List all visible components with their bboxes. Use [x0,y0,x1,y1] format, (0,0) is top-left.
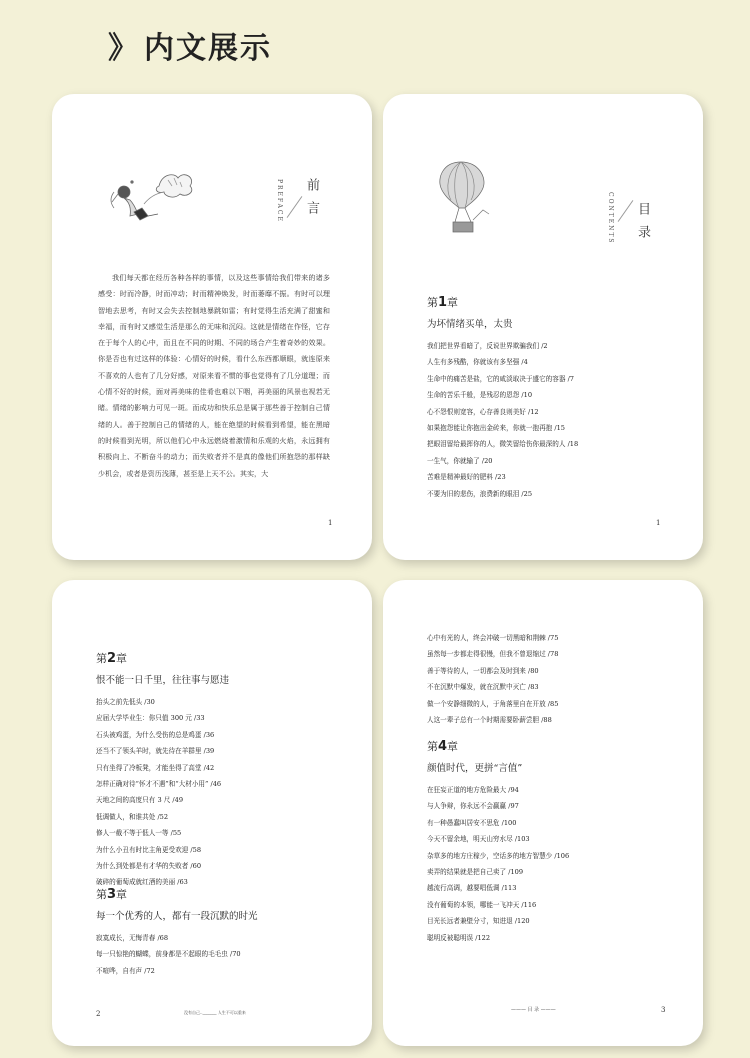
toc-entry[interactable]: 善于等待的人，一切都会及时到来 /80 [427,666,539,675]
chapter-3-continued-list [427,630,558,728]
girl-with-kite-illustration-icon [104,164,194,234]
page-number: 1 [328,519,333,527]
preface-page [52,94,372,560]
footer-rule-right: ——— [540,1007,556,1013]
toc-entry[interactable]: 生命的苦乐千般，是残忍的恩怨 /10 [427,391,533,400]
page-number: 1 [656,519,661,527]
toc-entry[interactable]: 越流行高调，越要唱低调 /113 [427,884,517,893]
section-title: 内文展示 [144,31,272,66]
chapter-subtitle: 恨不能一日千里，往往事与愿违 [96,675,230,686]
toc-entry[interactable]: 应届大学毕业生：你只值 300 元 /33 [96,714,205,723]
toc-entry[interactable]: 为什么到处都是有才华的失败者 /60 [96,862,202,871]
contents-page [383,94,703,560]
chapter-suffix: 章 [116,652,128,665]
toc-entry[interactable]: 破碎的葡萄成就红酒的美丽 /63 [96,878,188,887]
chapter-prefix: 第 [427,296,438,309]
chapter-number: 1 [438,295,448,310]
chapter-subtitle: 每一个优秀的人，都有一段沉默的时光 [96,911,258,922]
toc-entry[interactable]: 有一种愚蠢叫居安不思危 /100 [427,818,517,827]
toc-entry[interactable]: 怎样正确对待“怀才不遇”和“大材小用” /46 [96,780,222,789]
toc-entry[interactable]: 人这一辈子总有一个时期需要卧薪尝胆 /88 [427,716,552,725]
chapter-list [427,782,569,946]
chapter-3 [96,886,258,979]
chapter-prefix: 第 [96,888,107,901]
hot-air-balloon-illustration-icon [433,160,503,240]
title-divider [618,200,634,222]
toc-entry[interactable]: 不要为旧的悲伤，浪费新的眼泪 /25 [427,489,533,498]
chapter-subtitle: 为坏情绪买单，太贵 [427,319,513,330]
chapter-prefix: 第 [96,652,107,665]
toc-entry[interactable]: 还当不了领头羊时，就先待在羊群里 /39 [96,747,215,756]
toc-entry[interactable]: 天地之间的高度只有 3 尺 /49 [96,796,184,805]
toc-entry[interactable]: 苦难是精神最好的肥料 /23 [427,473,506,482]
chapter-suffix: 章 [116,888,128,901]
toc-entry[interactable]: 如果抱怨能让你抱出金砖来，你就一抱再抱 /15 [427,424,565,433]
running-footer: 没有自己.._______ 人生不可以重来 [184,1010,246,1015]
chapter-heading [96,650,229,666]
toc-entry[interactable]: 没有葡萄的本领，哪能一飞冲天 /116 [427,900,537,909]
chapter-prefix: 第 [427,740,438,753]
toc-entry[interactable]: 石头被鸡蛋，为什么受伤的总是鸡蛋 /36 [96,730,215,739]
double-chevron-icon: 》 [108,31,138,66]
chapter-list [96,694,229,891]
toc-entry[interactable]: 杂草多的地方庄稼少，空话多的地方智慧少 /106 [427,851,570,860]
contents-page-2 [52,580,372,1046]
toc-entry[interactable]: 我们把世界看暗了，反说世界欺骗我们 /2 [427,342,548,350]
toc-entry[interactable]: 低调做人，和谁共处 /52 [96,812,169,821]
toc-entry[interactable]: 把眼泪留给最挥你的人，微笑留给伤你最深的人 /18 [427,440,579,449]
chapter-list [96,930,258,979]
toc-entry[interactable]: 心中有光的人，终会冲破一切黑暗和荆棘 /75 [427,634,559,642]
toc-entry[interactable]: 今天不留余地，明天山穷水尽 /103 [427,835,530,844]
chapter-list [427,338,578,502]
toc-entry[interactable]: 为什么小丑有时比主角更受欢迎 /58 [96,845,202,854]
chapter-suffix: 章 [447,296,459,309]
chapter-heading [96,886,258,902]
chapter-1 [427,294,578,502]
chapter-subtitle: 颜值时代，更拼“言值” [427,763,523,774]
preface-title: 前言 [304,178,319,224]
contents-title: 目录 [635,202,650,248]
toc-entry[interactable]: 一生气，你就输了 /20 [427,456,493,465]
toc-entry[interactable]: 在狂妄正道的地方危险最大 /94 [427,786,519,794]
title-divider [287,196,303,218]
section-header [108,20,272,70]
toc-entry[interactable]: 目光长远者兼壁分寸，知进退 /120 [427,917,530,926]
footer-rule-left: ——— [511,1007,526,1013]
chapter-4 [427,738,569,946]
chapter-heading [427,738,569,754]
toc-entry[interactable]: 每一只惊艳的蝴蝶，前身都是不起眼的毛毛虫 /70 [96,950,241,959]
chapter-number: 4 [438,739,448,754]
chapter-number: 3 [107,887,117,902]
footer-label: 目 录 [527,1007,540,1013]
toc-entry[interactable]: 不在沉默中爆发，就在沉默中灭亡 /83 [427,683,539,692]
preface-paragraph: 我们每天都在经历各种各样的事情，以及这些事情给我们带来的诸多感受：时而冷静，时而冲动；时而精神焕发，时而萎靡不振。有时可以理智地去思考，有时又会失去控制地暴跳如雷；有时觉得生活充满了甜蜜和幸福，而有时又感觉生活是那么的无味和沉闷。这就是情绪在作怪，它存在于每个人的心中，而且在不同的时期、不同的场合产生着奇妙的效果。你是否也有过这样的体验：心情好的时候，看什么东西都顺眼，就连原来不喜欢的人也有了几分好感，对原来看不惯的事也觉得有了几分道理；而心情不好的时候，面对再美味的佳肴也难以下咽，再美丽的风景也视若无睹。情绪的影响力可见一斑。而成功和快乐总是属于那些善于控制自己情绪的人。善于控制自己的情绪的人，能在绝望的时候看到希望，能在黑暗的时候看到光明，所以他们心中永远燃烧着激情和乐观的火焰，永远拥有积极向上、不断奋斗的动力；而失败者并不是真的像他们所抱怨的那样缺少机会，或者是资历浅薄，甚至是上天不公。其实，大 [98,273,330,478]
toc-entry[interactable]: 聪明反被聪明误 /122 [427,933,491,942]
chapter-2 [96,650,229,891]
toc-entry[interactable]: 不喧哗，自有声 /72 [96,966,155,975]
toc-entry[interactable]: 虽然每一步都走得很慢，但我不曾退缩过 /78 [427,650,559,659]
toc-entry[interactable]: 生命中的痛苦是盐，它的咸淡取决于盛它的容器 /7 [427,374,574,383]
page-number: 2 [96,1010,101,1018]
toc-entry[interactable]: 抬头之前先低头 /30 [96,698,155,706]
toc-entry[interactable]: 修人一截不等于低人一等 /55 [96,829,182,838]
toc-entry[interactable]: 做一个安静细微的人，于角落里自在开放 /85 [427,699,559,708]
toc-entry[interactable]: 人生有多残酷，你就该有多坚强 /4 [427,358,528,367]
contents-english-label: CONTENTS [607,192,614,245]
chapter-heading [427,294,578,310]
running-footer [511,1006,556,1013]
chapter-number: 2 [107,651,117,666]
toc-entry[interactable]: 寂寞成长，无悔青春 /68 [96,934,169,942]
toc-entry[interactable]: 只有坐得了冷板凳，才能坐得了高堂 /42 [96,763,215,772]
toc-entry[interactable]: 心不怨恨则宽容，心存善良则美好 /12 [427,407,539,416]
page-number: 3 [661,1006,666,1014]
preface-english-label: PREFACE [276,179,283,223]
toc-entry[interactable]: 与人争辩，你永远不会赢赢 /97 [427,802,519,811]
toc-entry[interactable]: 卖弄的结果就是把自己卖了 /109 [427,868,524,877]
chapter-suffix: 章 [447,740,459,753]
contents-page-3 [383,580,703,1046]
